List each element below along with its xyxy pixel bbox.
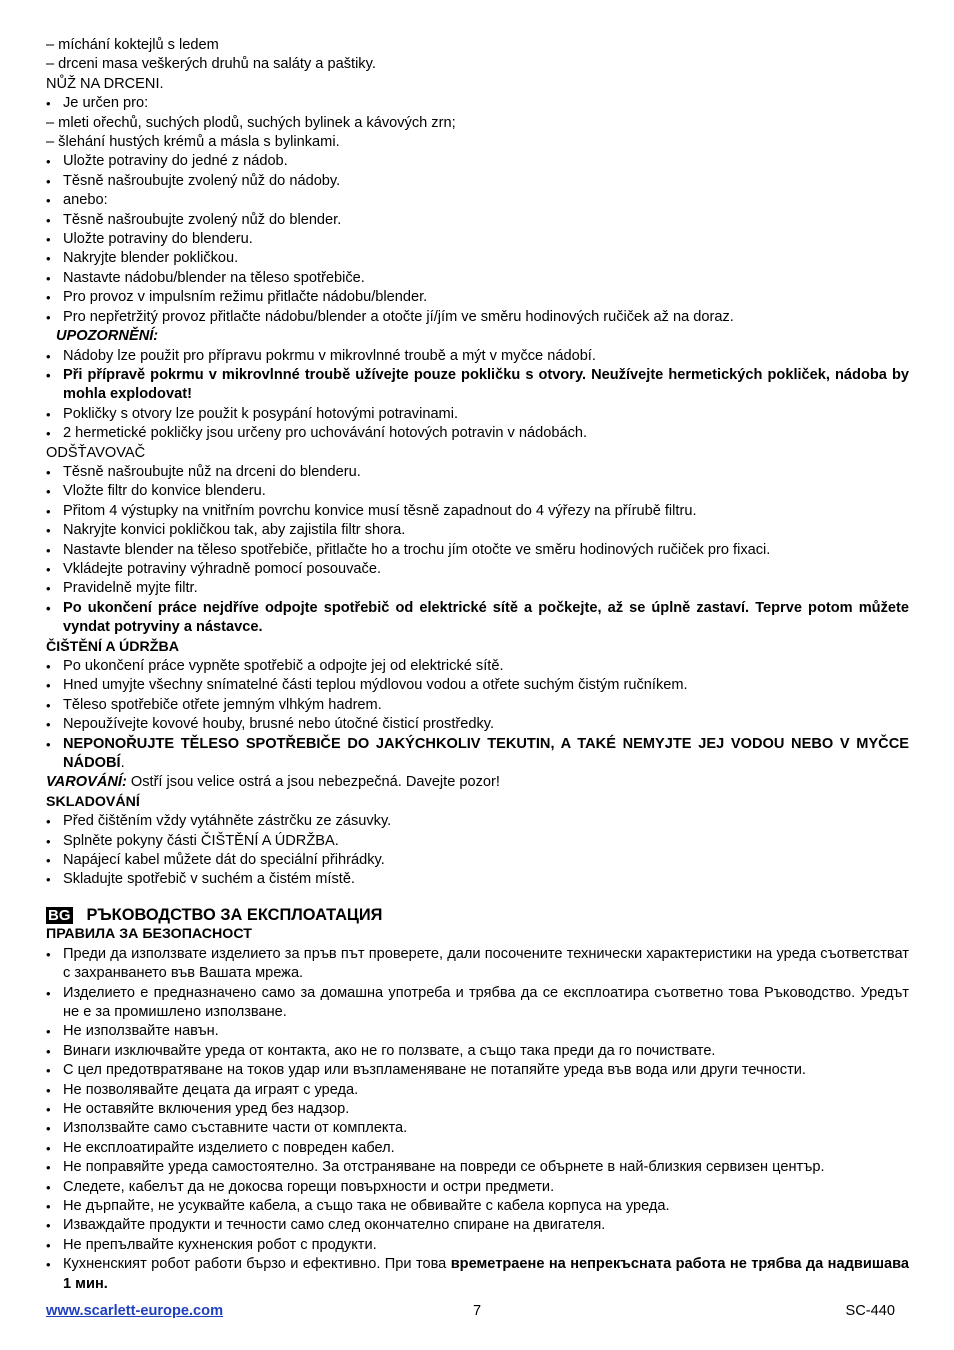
list-item-bold-text: NEPONOŘUJTE TĚLESO SPOTŘEBIČE DO JAKÝCHKOLIV TEKUTIN, A TAKÉ NEMYJTE JEJ VODOU NEBO V MYČCE NÁDOBÍ [63, 735, 909, 772]
website-link[interactable]: www.scarlett-europe.com [46, 1303, 224, 1319]
list-item: • Не експлоатирайте изделието с повреден кабел. [46, 1139, 909, 1158]
warning-heading: UPOZORNĚNÍ: [56, 328, 159, 345]
list-item: • Не дърпайте, не усуквайте кабела, а също така не обвивайте с кабела корпуса на уреда. [46, 1197, 909, 1216]
list-item: • Vložte filtr do konvice blenderu. [46, 482, 909, 501]
list-item: • Napájecí kabel můžete dát do speciální přihrádky. [46, 851, 909, 870]
list-item: • Не препълвайте кухненския робот с продукти. [46, 1236, 909, 1255]
list-item: • Splněte pokyny části ČIŠTĚNÍ A ÚDRŽBA. [46, 832, 909, 851]
list-item: • С цел предотвратяване на токов удар или възпламеняване не потапяйте уреда във вода или други течности. [46, 1061, 909, 1080]
list-item: • Před čištěním vždy vytáhněte zástrčku ze zásuvky. [46, 812, 909, 831]
text-line: – šlehání hustých krémů a másla s bylinkami. [46, 134, 340, 151]
list-item: • Винаги изключвайте уреда от контакта, ако не го ползвате, а също така преди да го почиствате. [46, 1042, 909, 1061]
list-item-text: Кухненският робот работи бързо и ефективно. При това [63, 1256, 451, 1273]
list-item: • Přitom 4 výstupky na vnitřním povrchu konvice musí těsně zapadnout do 4 výřezy na přírubě filtru. [46, 502, 909, 521]
list-item: • Uložte potraviny do jedné z nádob. [46, 152, 909, 171]
list-item-text: Je určen pro: [63, 95, 149, 112]
page-footer [46, 1302, 909, 1324]
list-item: • Pro nepřetržitý provoz přitlačte nádobu/blender a otočte jí/jím ve směru hodinových ručiček až na doraz. [46, 308, 909, 327]
section-heading-juicer: ODŠŤAVOVAČ [46, 444, 146, 461]
section-heading-safety: ПРАВИЛА ЗА БЕЗОПАСНОСТ [46, 926, 252, 943]
list-item: • Nastavte nádobu/blender na těleso spotřebiče. [46, 269, 909, 288]
list-item: • Не оставяйте включения уред без надзор. [46, 1100, 909, 1119]
list-item: • Не поправяйте уреда самостоятелно. За отстраняване на повреди се обърнете в най-близкия сервизен център. [46, 1158, 909, 1177]
list-item: • Използвайте само съставните части от комплекта. [46, 1119, 909, 1138]
list-item-bold-text: времетраене на непрекъсната работа не трябва да надвишава 1 мин. [63, 1256, 909, 1292]
section-heading-cleaning: ČIŠTĚNÍ A ÚDRŽBA [46, 638, 179, 655]
section-heading-knife: NŮŽ NA DRCENI. [46, 75, 164, 92]
list-item: • Изваждайте продукти и течности само след окончателно спиране на двигателя. [46, 1216, 909, 1235]
list-item: • Hned umyjte všechny snímatelné části teplou mýdlovou vodou a otřete suchým čistým ručníkem. [46, 676, 909, 695]
list-item-tail: . [120, 755, 125, 772]
list-item [46, 735, 909, 774]
list-item: • Pokličky s otvory lze použit k posypání hotovými potravinami. [46, 405, 909, 424]
model-number: SC-440 [845, 1303, 895, 1319]
caution-label: VAROVÁNÍ: [46, 774, 127, 791]
manual-page [46, 36, 909, 1294]
list-item: • Těsně našroubujte zvolený nůž do blender. [46, 211, 909, 230]
list-item: • anebo: [46, 191, 909, 210]
list-item: • Nakryjte konvici pokličkou tak, aby zajistila filtr shora. [46, 521, 909, 540]
list-item: • Следете, кабелът да не докосва горещи повърхности и остри предмети. [46, 1178, 909, 1197]
list-item: • Преди да използвате изделието за пръв път проверете, дали посочените технически характеристики на уреда съответстват с захранването във Вашата мрежа. [46, 945, 909, 984]
page-number: 7 [473, 1303, 482, 1319]
caution-line [46, 773, 909, 792]
caution-text: Ostří jsou velice ostrá a jsou nebezpečná. Davejte pozor! [126, 774, 500, 791]
list-item [46, 94, 909, 113]
list-item: • 2 hermetické pokličky jsou určeny pro uchovávání hotových potravin v nádobách. [46, 424, 909, 443]
list-item-bold: • Po ukončení práce nejdříve odpojte spotřebič od elektrické sítě a počkejte, až se úplně zastaví. Teprve potom můžete vyndat potryviny a nástavce. [46, 599, 909, 638]
list-item: • Těsně našroubujte zvolený nůž do nádoby. [46, 172, 909, 191]
list-item: • Изделието е предназначено само за домашна употреба и трябва да се експлоатира съответно това Ръководство. Уредът не е за промишлено използване. [46, 984, 909, 1023]
section-heading-storage: SKLADOVÁNÍ [46, 793, 140, 810]
list-item: • Těleso spotřebiče otřete jemným vlhkým hadrem. [46, 696, 909, 715]
text-line: – drceni masa veškerých druhů na saláty a paštiky. [46, 56, 376, 73]
list-item: • Nádoby lze použit pro přípravu pokrmu v mikrovlnné troubě a mýt v myčce nádobí. [46, 347, 909, 366]
list-item: • Těsně našroubujte nůž na drceni do blenderu. [46, 463, 909, 482]
list-item: • Po ukončení práce vypněte spotřebič a odpojte jej od elektrické sítě. [46, 657, 909, 676]
bg-section-title: РЪКОВОДСТВО ЗА ЕКСПЛОАТАЦИЯ [86, 905, 383, 924]
list-item: • Uložte potraviny do blenderu. [46, 230, 909, 249]
bg-section-header [46, 906, 909, 925]
language-badge: BG [48, 907, 71, 925]
list-item: • Nepoužívejte kovové houby, brusné nebo útočné čisticí prostředky. [46, 715, 909, 734]
list-item-bold: • Při přípravě pokrmu v mikrovlnné troubě užívejte pouze pokličku s otvory. Neužívejte hermetických pokliček, nádoba by mohla explodovat! [46, 366, 909, 405]
list-item: • Pro provoz v impulsním režimu přitlačte nádobu/blender. [46, 288, 909, 307]
list-item [46, 1255, 909, 1294]
list-item: • Skladujte spotřebič v suchém a čistém místě. [46, 870, 909, 889]
text-line: – mleti ořechů, suchých plodů, suchých bylinek a kávových zrn; [46, 114, 456, 131]
list-item: • Не използвайте навън. [46, 1022, 909, 1041]
list-item: • Pravidelně myjte filtr. [46, 579, 909, 598]
list-item: • Nakryjte blender pokličkou. [46, 249, 909, 268]
list-item: • Vkládejte potraviny výhradně pomocí posouvače. [46, 560, 909, 579]
list-item: • Nastavte blender na těleso spotřebiče, přitlačte ho a trochu jím otočte ve směru hodinových ručiček pro fixaci. [46, 541, 909, 560]
list-item: • Не позволявайте децата да играят с уреда. [46, 1081, 909, 1100]
text-line: – míchání koktejlů s ledem [46, 37, 219, 53]
